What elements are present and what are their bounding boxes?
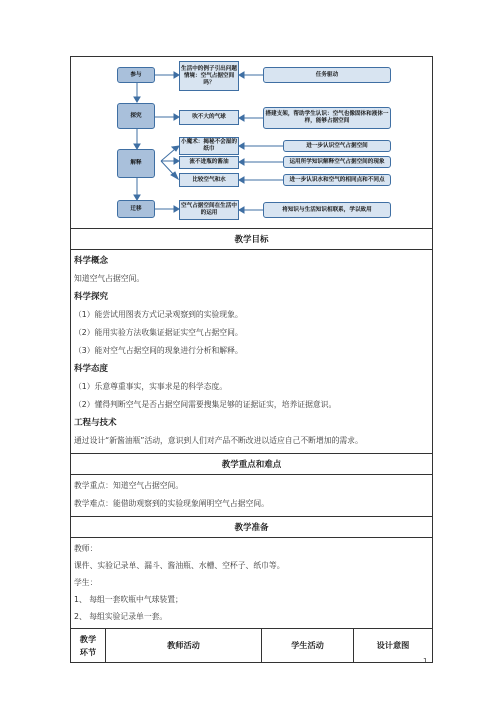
flow-note-apply: 将知识与生活知识相联系，学以致用 xyxy=(263,202,391,218)
prep-title: 教学准备 xyxy=(71,517,432,538)
flow-note-task: 任务驱动 xyxy=(263,67,391,83)
col-intent-header: 设计意图 xyxy=(376,640,410,650)
tech-text: 通过设计“新酱油瓶”活动，意识到人们对产品不断改进以适应自己不断增加的需求。 xyxy=(74,436,363,445)
flow-box-tissue-trick: 小魔术：揭秘不会湿的纸巾 xyxy=(179,137,239,155)
stage-transfer: 迁移 xyxy=(117,200,155,218)
lesson-plan-table xyxy=(70,56,433,663)
inquiry-heading: 科学探究 xyxy=(74,292,109,302)
difficult-point: 教学难点：能借助观察到的实验现象阐明空气占据空间。 xyxy=(74,499,269,508)
inquiry-item: （2）能用实验方法收集证据证实空气占据空间。 xyxy=(74,328,243,337)
flow-note-scaffold: 搭建支架，帮助学生认识：空气也像固体和液体一样，能够占据空间 xyxy=(263,107,391,129)
attitude-item: （1）乐意尊重事实，实事求是的科学态度。 xyxy=(74,382,228,391)
goals-title: 教学目标 xyxy=(71,229,432,250)
teacher-materials: 课件、实验记录单、漏斗、酱油瓶、水槽、空杯子、纸巾等。 xyxy=(74,561,285,570)
keypoints-title: 教学重点和难点 xyxy=(71,454,432,475)
activities-header-row xyxy=(71,629,432,662)
flow-box-scenario: 生活中的例子引出问题情境：空气占据空间吗？ xyxy=(179,61,239,91)
key-point: 教学重点：知道空气占据空间。 xyxy=(74,481,184,490)
teacher-heading: 教师： xyxy=(74,544,98,553)
inquiry-item: （3）能对空气占据空间的现象进行分析和解释。 xyxy=(74,346,243,355)
col-student-header: 学生活动 xyxy=(262,629,354,662)
page-number: 1 xyxy=(423,657,428,665)
teaching-flowchart xyxy=(71,57,432,229)
flow-box-application: 空气占据空间在生活中的运用 xyxy=(179,200,239,220)
prep-section xyxy=(71,538,432,629)
attitude-item: （2）懂得判断空气是否占据空间需要搜集足够的证据证实，培养证据意识。 xyxy=(74,400,337,409)
flow-note-explain: 运用所学知识解释空气占据空间的现象 xyxy=(283,156,391,168)
concept-heading: 科学概念 xyxy=(74,256,109,266)
flow-box-balloon: 吹不大的气球 xyxy=(179,110,239,125)
stage-engage: 参与 xyxy=(117,67,155,83)
student-heading: 学生： xyxy=(74,578,98,587)
stage-explore: 探究 xyxy=(117,103,155,129)
concept-text: 知道空气占据空间。 xyxy=(74,274,145,283)
flow-note-compare: 进一步认识水和空气的相同点和不同点 xyxy=(283,174,391,186)
col-teacher-header: 教师活动 xyxy=(106,629,262,662)
keypoints-section xyxy=(71,475,432,517)
inquiry-item: （1）能尝试用图表方式记录观察到的实验现象。 xyxy=(74,310,243,319)
goals-section xyxy=(71,250,432,454)
student-item: 2、 每组实验记录单一套。 xyxy=(74,612,168,621)
col-stage-header: 教学 环节 xyxy=(71,629,106,662)
tech-heading: 工程与技术 xyxy=(74,418,117,428)
attitude-heading: 科学态度 xyxy=(74,364,109,374)
flow-box-air-water: 比较空气和水 xyxy=(179,173,239,187)
student-item: 1、 每组一套吹瓶中气球装置； xyxy=(74,595,183,604)
flow-note-further: 进一步认识空气占据空间 xyxy=(283,140,391,152)
flow-box-soy-bottle: 流不进瓶的酱油 xyxy=(179,156,239,169)
stage-explain: 解释 xyxy=(117,149,155,178)
